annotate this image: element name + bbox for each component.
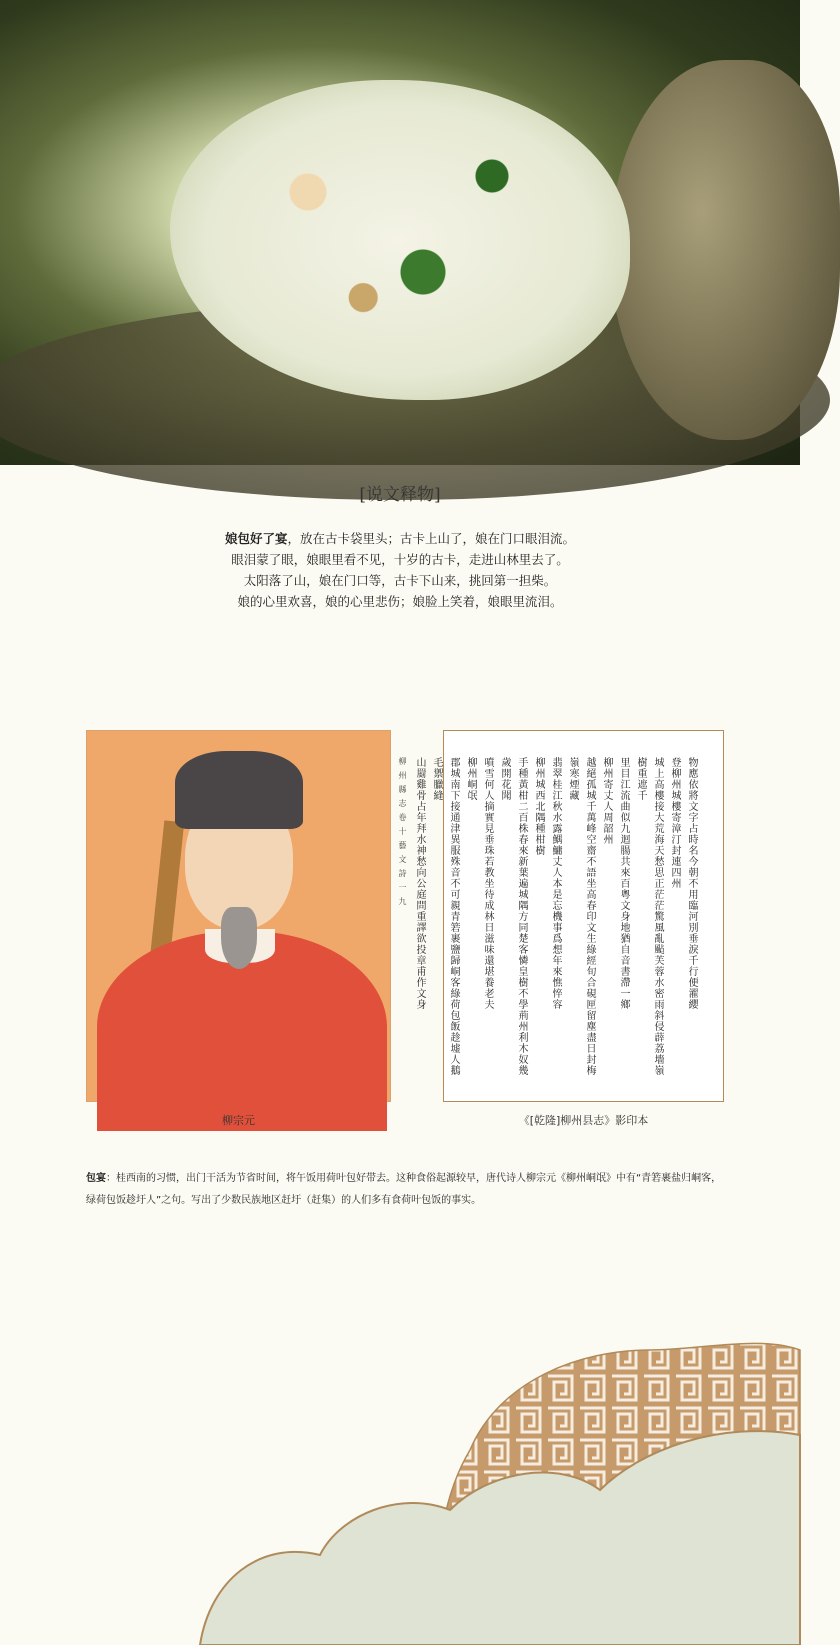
document-column: 柳州城西北隅種柑樹 [533,757,544,856]
portrait-caption: 柳宗元 [222,1114,255,1127]
document-column: 郡城南下接通津異服殊音不可親青箬裹鹽歸峒客綠荷包飯趁墟人鵝毛禦臘縫 [431,757,459,1076]
document-citation: 柳州縣志卷十藝文詩一九 [398,757,407,911]
poem-line: 太阳落了山，娘在门口等，古卡下山来，挑回第一担柴。 [243,573,557,588]
decorative-cloud-pattern [0,1340,800,1645]
poem-line: 娘的心里欢喜，娘的心里悲伤；娘脸上笑着，娘眼里流泪。 [237,594,563,609]
document-column: 柳州寄丈人周韶州 [601,757,612,845]
document-column: 山罽雞骨占年拜水神愁向公庭問重譯欲投章甫作文身 [414,757,425,1010]
footnote [86,1168,726,1212]
hero-photo-lotus-leaf-rice [0,0,800,465]
document-column: 登柳州城樓寄漳汀封連四州 [669,757,680,889]
document-column: 翡翠桂江秋水露鰅鱅丈人本是忘機事爲想年來憔悴容 [550,757,561,1010]
footnote-text: ：桂西南的习惯，出门干活为节省时间，将午饭用荷叶包好带去。这种食俗起源较早，唐代诗人柳宗元《柳州峒氓》中有“青箬裹盐归峒客，绿荷包饭趁圩人”之句。写出了少数民族地区赶圩（赶集）的人们多有食荷叶包饭的事实。 [86,1173,722,1206]
document-column: 城上高樓接大荒海天愁思正茫茫驚風亂颭芙蓉水密雨斜侵薜荔墻嶺樹重遮千 [635,757,663,1076]
document-column: 物應依將文字占時名今朝不用臨河別垂淚千行便濯纓 [686,757,697,1010]
document-column: 噴雪何人摘實見垂珠若教坐待成林日滋味還堪養老夫 [482,757,493,1010]
document-column: 越絕孤城千萬峰空齋不語坐高春印文生綠經旬合硯匣留塵盡日封梅嶺寒煙藏 [567,757,595,1076]
portrait-image [86,730,391,1102]
footnote-term: 包宴 [86,1173,106,1184]
section-title: [说文释物] [359,485,441,505]
poem [0,528,800,612]
document-column: 柳州峒氓 [465,757,476,801]
document-caption: 《[乾隆]柳州县志》影印本 [518,1114,649,1127]
document-scan [398,730,724,1102]
document-text [398,757,700,1077]
poem-line: 娘包好了宴，放在古卡袋里头；古卡上山了，娘在门口眼泪流。 [224,531,576,546]
document-column: 手種黃柑二百株春來新葉遍城隅方同楚客憐皇樹不學荊州利木奴幾歲開花聞 [499,757,527,1076]
document-column: 里目江流曲似九迴腸共來百粵文身地猶自音書滯一鄉 [618,757,629,1010]
poem-line: 眼泪蒙了眼，娘眼里看不见，十岁的古卡，走进山林里去了。 [231,552,569,567]
